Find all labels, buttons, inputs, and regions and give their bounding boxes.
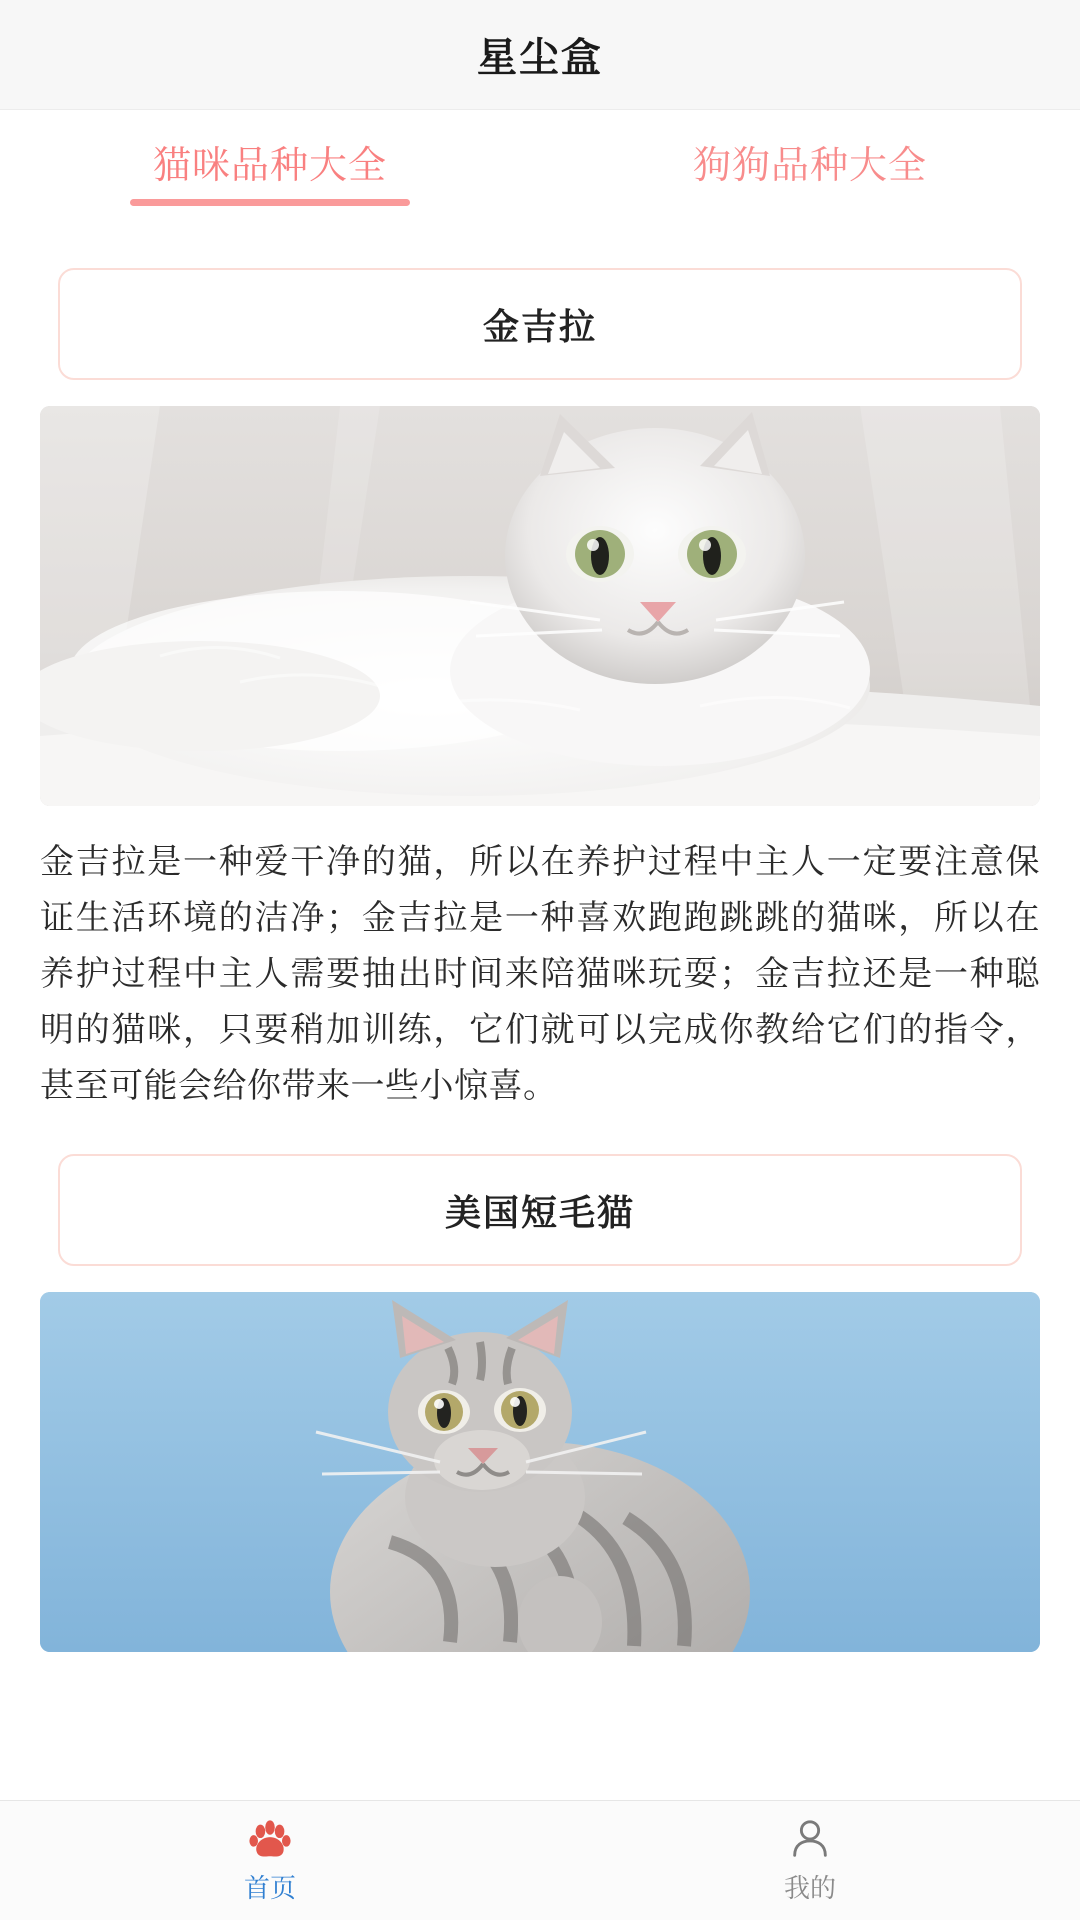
tab-cat-breeds-label: 猫咪品种大全 — [152, 145, 387, 187]
breed-name: 金吉拉 — [482, 305, 597, 347]
tab-cat-breeds[interactable] — [0, 110, 540, 230]
breed-title-card[interactable] — [58, 1154, 1022, 1266]
category-tabs — [0, 110, 1080, 230]
tab-active-indicator — [130, 199, 410, 206]
page-title: 星尘盒 — [477, 36, 603, 80]
bottom-navigation — [0, 1800, 1080, 1920]
nav-item-profile-label: 我的 — [783, 1873, 836, 1903]
tab-dog-breeds[interactable] — [540, 110, 1080, 230]
tab-inactive-indicator — [670, 199, 950, 206]
tab-dog-breeds-label: 狗狗品种大全 — [692, 145, 927, 187]
breed-photo-chinchilla — [40, 406, 1040, 806]
paw-icon — [247, 1816, 293, 1862]
nav-item-profile[interactable] — [540, 1816, 1080, 1905]
app-header — [0, 0, 1080, 110]
nav-item-home[interactable] — [0, 1816, 540, 1905]
user-icon — [787, 1816, 833, 1862]
breed-description: 金吉拉是一种爱干净的猫，所以在养护过程中主人一定要注意保证生活环境的洁净；金吉拉是一种喜欢跑跑跳跳的猫咪，所以在养护过程中主人需要抽出时间来陪猫咪玩耍；金吉拉还是一种聪明的猫咪，只要稍加训练，它们就可以完成你教给它们的指令，甚至可能会给你带来一些小惊喜。 — [40, 843, 1040, 1105]
breed-list-scroll[interactable] — [0, 230, 1080, 1800]
breed-title-card[interactable] — [58, 268, 1022, 380]
breed-photo-american-shorthair — [40, 1292, 1040, 1652]
breed-name: 美国短毛猫 — [444, 1191, 635, 1233]
nav-item-home-label: 首页 — [243, 1873, 296, 1903]
